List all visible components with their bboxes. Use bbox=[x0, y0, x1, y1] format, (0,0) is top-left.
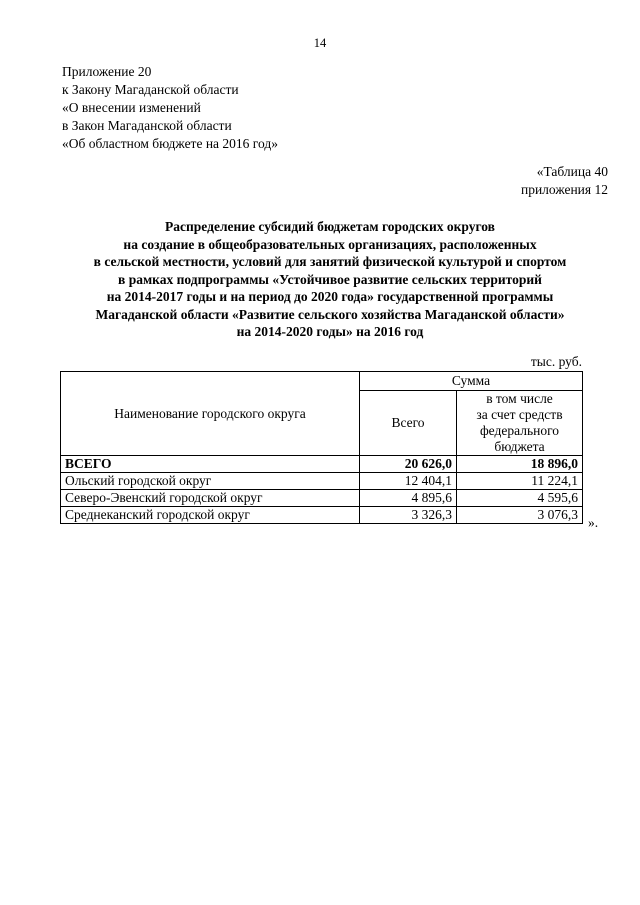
title-line: на 2014-2017 годы и на период до 2020 года» государственной программы bbox=[106, 289, 554, 304]
table-row bbox=[61, 507, 583, 524]
table-row bbox=[61, 490, 583, 507]
title-line: Магаданской области «Развитие сельского хозяйства Магаданской области» bbox=[95, 306, 565, 322]
appendix-line: в Закон Магаданской области bbox=[62, 118, 232, 133]
currency-unit: тыс. руб. bbox=[530, 354, 582, 369]
page-number: 14 bbox=[313, 36, 327, 50]
header-federal-line: бюджета bbox=[494, 439, 545, 454]
cell-federal: 4 595,6 bbox=[457, 490, 583, 507]
cell-total: 3 326,3 bbox=[360, 507, 457, 524]
title-line: на создание в общеобразовательных организациях, расположенных bbox=[123, 236, 537, 252]
subsidy-table bbox=[60, 371, 583, 524]
table-reference bbox=[521, 163, 608, 199]
title-line: на 2014-2020 годы» на 2016 год bbox=[236, 324, 424, 339]
table-row bbox=[61, 473, 583, 490]
cell-name: Ольский городской округ bbox=[61, 473, 360, 490]
cell-federal: 11 224,1 bbox=[457, 473, 583, 490]
appendix-line: Приложение 20 bbox=[62, 64, 152, 79]
title-line: Распределение субсидий бюджетам городских округов bbox=[165, 219, 495, 234]
closing-quote: ». bbox=[588, 515, 599, 530]
title-line: в сельской местности, условий для занятий физической культурой и спортом bbox=[93, 254, 567, 269]
cell-name: ВСЕГО bbox=[61, 456, 360, 473]
table-ref-line: «Таблица 40 bbox=[536, 164, 608, 179]
cell-name: Северо-Эвенский городской округ bbox=[61, 490, 360, 507]
table-ref-line: приложения 12 bbox=[520, 182, 608, 197]
cell-total: 4 895,6 bbox=[360, 490, 457, 507]
header-row bbox=[61, 372, 583, 391]
header-total: Всего bbox=[360, 391, 457, 456]
cell-total: 12 404,1 bbox=[360, 473, 457, 490]
cell-federal: 3 076,3 bbox=[457, 507, 583, 524]
header-federal-line: федерального bbox=[479, 423, 560, 438]
appendix-line: «Об областном бюджете на 2016 год» bbox=[62, 136, 278, 151]
header-federal-line: в том числе bbox=[486, 391, 553, 406]
appendix-line: к Закону Магаданской области bbox=[62, 82, 239, 97]
header-federal bbox=[457, 391, 583, 456]
appendix-line: «О внесении изменений bbox=[62, 100, 201, 115]
title-line: в рамках подпрограммы «Устойчивое развитие сельских территорий bbox=[118, 271, 542, 287]
header-sum: Сумма bbox=[360, 372, 583, 391]
appendix-reference bbox=[62, 63, 278, 153]
table-row-total bbox=[61, 456, 583, 473]
header-federal-line: за счет средств bbox=[476, 407, 563, 422]
document-title bbox=[40, 218, 620, 341]
header-district-name: Наименование городского округа bbox=[61, 372, 360, 456]
cell-name: Среднеканский городской округ bbox=[61, 507, 360, 524]
cell-total: 20 626,0 bbox=[360, 456, 457, 473]
cell-federal: 18 896,0 bbox=[457, 456, 583, 473]
